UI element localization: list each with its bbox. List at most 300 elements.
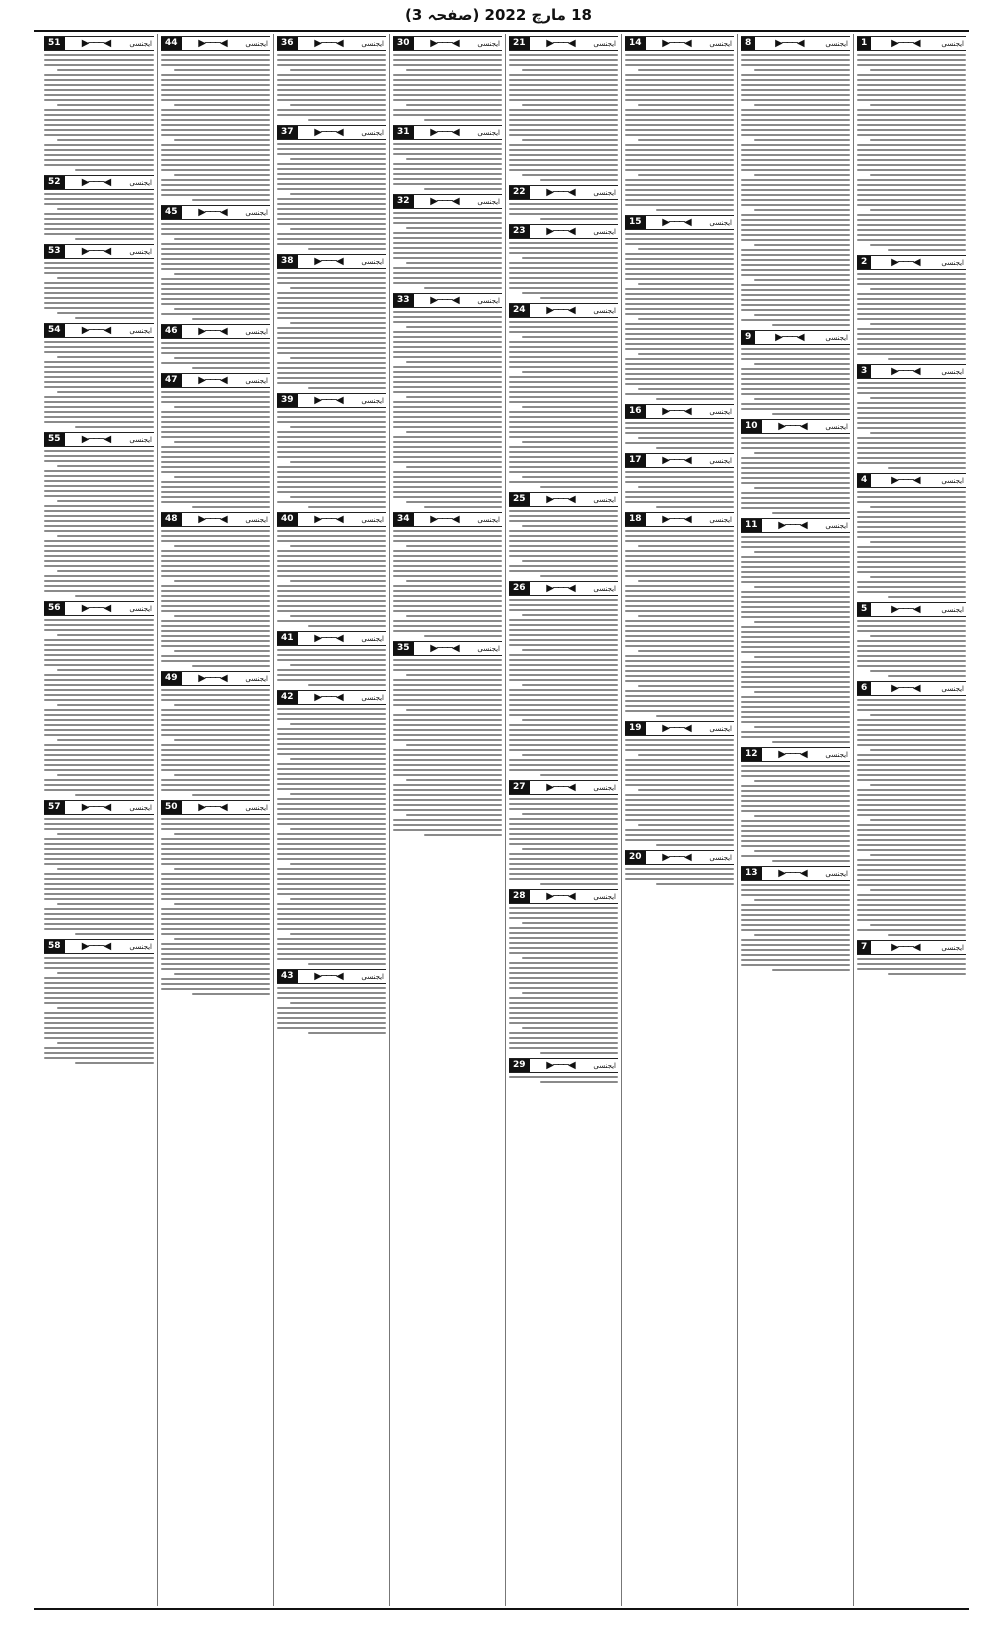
- text-line: [44, 94, 154, 96]
- agency-tag: ایجنسی: [825, 521, 848, 530]
- news-item: [277, 254, 386, 389]
- double-arrow-icon: ◀───▶: [891, 682, 920, 694]
- double-arrow-icon: ◀───▶: [662, 454, 691, 466]
- text-line: [509, 962, 618, 964]
- text-line: [393, 173, 502, 175]
- text-line: [44, 957, 154, 959]
- text-line: [174, 615, 270, 617]
- text-line: [277, 659, 386, 661]
- text-line: [741, 611, 850, 613]
- news-item: [509, 581, 618, 776]
- text-line: [57, 774, 154, 776]
- text-line: [857, 739, 966, 741]
- text-line: [741, 502, 850, 504]
- text-line: [161, 144, 270, 146]
- text-line: [161, 689, 270, 691]
- text-line: [277, 555, 386, 557]
- text-line: [161, 124, 270, 126]
- text-line: [44, 1037, 154, 1039]
- text-line: [741, 835, 850, 837]
- item-body-text: [393, 311, 502, 508]
- news-item: [857, 255, 966, 360]
- text-line: [741, 274, 850, 276]
- text-line: [393, 84, 502, 86]
- item-header-bar: [277, 969, 386, 984]
- text-line: [857, 511, 966, 513]
- text-line: [509, 714, 618, 716]
- text-line: [625, 794, 734, 796]
- text-line: [290, 580, 386, 582]
- news-item: [393, 293, 502, 508]
- text-line: [290, 933, 386, 935]
- double-arrow-icon: ◀───▶: [430, 126, 459, 138]
- text-line: [393, 729, 502, 731]
- text-line: [57, 833, 154, 835]
- text-line: [509, 461, 618, 463]
- text-line: [625, 764, 734, 766]
- text-line: [625, 238, 734, 240]
- text-line: [44, 119, 154, 121]
- agency-tag: ایجنسی: [709, 407, 732, 416]
- text-line: [161, 74, 270, 76]
- text-line: [625, 333, 734, 335]
- text-line: [522, 684, 618, 686]
- text-line: [161, 893, 270, 895]
- text-line: [857, 864, 966, 866]
- text-line: [625, 278, 734, 280]
- text-line: [57, 69, 154, 71]
- text-line: [625, 258, 734, 260]
- text-line: [393, 764, 502, 766]
- text-line: [277, 89, 386, 91]
- text-line: [174, 308, 270, 310]
- news-item: [509, 36, 618, 181]
- text-line: [857, 630, 966, 632]
- text-line: [44, 401, 154, 403]
- text-line: [44, 1052, 154, 1054]
- text-line: [754, 551, 850, 553]
- text-line: [522, 813, 618, 815]
- text-line: [161, 953, 270, 955]
- text-line: [656, 715, 734, 717]
- text-line: [857, 184, 966, 186]
- text-line: [741, 289, 850, 291]
- text-line: [625, 184, 734, 186]
- text-line: [625, 298, 734, 300]
- item-header-bar: [625, 453, 734, 468]
- item-header-bar: [161, 324, 270, 339]
- text-line: [44, 411, 154, 413]
- text-line: [161, 416, 270, 418]
- text-line: [393, 356, 502, 358]
- text-line: [857, 119, 966, 121]
- text-line: [509, 64, 618, 66]
- text-line: [277, 367, 386, 369]
- news-item: [625, 453, 734, 508]
- item-body-text: [277, 272, 386, 389]
- text-line: [509, 456, 618, 458]
- text-line: [741, 169, 850, 171]
- text-line: [161, 154, 270, 156]
- text-line: [57, 139, 154, 141]
- text-line: [857, 764, 966, 766]
- text-line: [192, 665, 270, 667]
- text-line: [741, 284, 850, 286]
- text-line: [857, 407, 966, 409]
- text-line: [277, 560, 386, 562]
- text-line: [44, 818, 154, 820]
- text-line: [741, 790, 850, 792]
- text-line: [192, 199, 270, 201]
- text-line: [277, 808, 386, 810]
- text-line: [857, 859, 966, 861]
- text-line: [625, 253, 734, 255]
- text-line: [625, 343, 734, 345]
- text-line: [44, 114, 154, 116]
- text-line: [509, 515, 618, 517]
- text-line: [161, 540, 270, 542]
- text-line: [857, 348, 966, 350]
- text-line: [625, 705, 734, 707]
- text-line: [772, 860, 850, 862]
- text-line: [857, 546, 966, 548]
- text-line: [57, 391, 154, 393]
- text-line: [277, 813, 386, 815]
- text-line: [277, 997, 386, 999]
- text-line: [277, 213, 386, 215]
- text-line: [741, 581, 850, 583]
- text-line: [44, 406, 154, 408]
- text-line: [625, 744, 734, 746]
- text-line: [44, 485, 154, 487]
- text-line: [857, 561, 966, 563]
- text-line: [509, 699, 618, 701]
- text-line: [625, 233, 734, 235]
- text-line: [509, 798, 618, 800]
- agency-tag: ایجنسی: [361, 39, 384, 48]
- text-line: [44, 159, 154, 161]
- text-line: [857, 645, 966, 647]
- text-line: [625, 373, 734, 375]
- text-line: [393, 610, 502, 612]
- text-line: [522, 406, 618, 408]
- text-line: [625, 540, 734, 542]
- text-line: [161, 501, 270, 503]
- text-line: [625, 199, 734, 201]
- news-item: [161, 324, 270, 369]
- text-line: [277, 501, 386, 503]
- text-line: [638, 486, 734, 488]
- item-header-bar: [277, 254, 386, 269]
- text-line: [625, 530, 734, 532]
- text-line: [44, 1017, 154, 1019]
- text-line: [277, 1027, 386, 1029]
- news-column: [157, 34, 273, 1606]
- text-line: [277, 798, 386, 800]
- text-line: [625, 124, 734, 126]
- text-line: [857, 754, 966, 756]
- agency-tag: ایجنسی: [361, 515, 384, 524]
- text-line: [393, 381, 502, 383]
- text-line: [857, 179, 966, 181]
- text-line: [857, 844, 966, 846]
- item-body-text: [625, 54, 734, 211]
- text-line: [625, 154, 734, 156]
- text-line: [393, 625, 502, 627]
- text-line: [393, 630, 502, 632]
- text-line: [308, 387, 386, 389]
- item-number: 25: [509, 493, 530, 506]
- text-line: [509, 262, 618, 264]
- text-line: [857, 79, 966, 81]
- text-line: [393, 461, 502, 463]
- text-line: [509, 654, 618, 656]
- item-header-bar: [625, 512, 734, 527]
- text-line: [393, 336, 502, 338]
- text-line: [625, 595, 734, 597]
- text-line: [638, 174, 734, 176]
- text-line: [625, 134, 734, 136]
- item-body-text: [509, 242, 618, 299]
- text-line: [857, 74, 966, 76]
- text-line: [857, 214, 966, 216]
- text-line: [44, 565, 154, 567]
- text-line: [393, 620, 502, 622]
- item-body-text: [277, 411, 386, 508]
- news-item: [161, 205, 270, 320]
- item-number: 32: [393, 195, 414, 208]
- text-line: [638, 615, 734, 617]
- text-line: [161, 471, 270, 473]
- text-line: [888, 358, 966, 360]
- text-line: [44, 823, 154, 825]
- text-line: [161, 352, 270, 354]
- news-item: [509, 889, 618, 1054]
- text-line: [44, 848, 154, 850]
- text-line: [741, 651, 850, 653]
- text-line: [192, 318, 270, 320]
- text-line: [161, 109, 270, 111]
- text-line: [393, 550, 502, 552]
- text-line: [509, 426, 618, 428]
- double-arrow-icon: ◀───▶: [198, 37, 227, 49]
- text-line: [741, 497, 850, 499]
- item-header-bar: [161, 205, 270, 220]
- item-header-bar: [393, 641, 502, 656]
- text-line: [161, 342, 270, 344]
- text-line: [174, 868, 270, 870]
- text-line: [509, 823, 618, 825]
- text-line: [509, 149, 618, 151]
- text-line: [174, 104, 270, 106]
- page-header: [0, 0, 997, 30]
- item-header-bar: [277, 690, 386, 705]
- text-line: [44, 351, 154, 353]
- text-line: [509, 124, 618, 126]
- text-line: [625, 774, 734, 776]
- text-line: [57, 704, 154, 706]
- text-line: [509, 164, 618, 166]
- item-header-bar: [44, 244, 154, 259]
- text-line: [857, 586, 966, 588]
- text-line: [741, 199, 850, 201]
- text-line: [161, 570, 270, 572]
- item-body-text: [741, 884, 850, 971]
- text-line: [857, 729, 966, 731]
- text-line: [509, 282, 618, 284]
- item-number: 36: [277, 37, 298, 50]
- text-line: [308, 625, 386, 627]
- text-line: [857, 640, 966, 642]
- text-line: [308, 119, 386, 121]
- agency-tag: ایجنسی: [129, 39, 152, 48]
- item-body-text: [625, 739, 734, 846]
- text-line: [625, 99, 734, 101]
- news-item: [161, 36, 270, 201]
- text-line: [857, 919, 966, 921]
- agency-tag: ایجنسی: [825, 750, 848, 759]
- text-line: [393, 664, 502, 666]
- text-line: [393, 590, 502, 592]
- text-line: [509, 828, 618, 830]
- text-line: [509, 471, 618, 473]
- text-line: [741, 234, 850, 236]
- text-line: [656, 447, 734, 449]
- text-line: [509, 674, 618, 676]
- text-line: [625, 779, 734, 781]
- text-line: [870, 288, 966, 290]
- text-line: [277, 74, 386, 76]
- text-line: [277, 114, 386, 116]
- text-line: [161, 983, 270, 985]
- text-line: [44, 590, 154, 592]
- text-line: [857, 59, 966, 61]
- item-number: 26: [509, 582, 530, 595]
- text-line: [857, 144, 966, 146]
- text-line: [509, 570, 618, 572]
- text-line: [290, 357, 386, 359]
- text-line: [754, 363, 850, 365]
- agency-tag: ایجنسی: [129, 435, 152, 444]
- text-line: [277, 163, 386, 165]
- text-line: [44, 967, 154, 969]
- text-line: [625, 680, 734, 682]
- text-line: [509, 481, 618, 483]
- text-line: [857, 650, 966, 652]
- text-line: [522, 441, 618, 443]
- text-line: [509, 431, 618, 433]
- news-item: [741, 419, 850, 514]
- text-line: [161, 313, 270, 315]
- text-line: [44, 475, 154, 477]
- text-line: [406, 744, 502, 746]
- agency-tag: ایجنسی: [361, 396, 384, 405]
- text-line: [741, 716, 850, 718]
- text-line: [754, 174, 850, 176]
- text-line: [509, 267, 618, 269]
- text-line: [625, 655, 734, 657]
- item-header-bar: [393, 194, 502, 209]
- agency-tag: ایجنسی: [593, 306, 616, 315]
- text-line: [857, 526, 966, 528]
- text-line: [625, 393, 734, 395]
- text-line: [192, 993, 270, 995]
- text-line: [393, 570, 502, 572]
- text-line: [509, 381, 618, 383]
- news-item: [857, 602, 966, 677]
- text-line: [857, 566, 966, 568]
- text-line: [741, 596, 850, 598]
- text-line: [277, 669, 386, 671]
- text-line: [393, 555, 502, 557]
- double-arrow-icon: ◀───▶: [546, 1059, 575, 1071]
- text-line: [406, 104, 502, 106]
- text-line: [857, 839, 966, 841]
- text-line: [857, 283, 966, 285]
- item-number: 52: [44, 176, 65, 189]
- text-line: [656, 209, 734, 211]
- item-header-bar: [741, 518, 850, 533]
- text-line: [161, 223, 270, 225]
- text-line: [393, 94, 502, 96]
- agency-tag: ایجنسی: [593, 584, 616, 593]
- text-line: [308, 248, 386, 250]
- text-line: [161, 625, 270, 627]
- text-line: [625, 348, 734, 350]
- text-line: [290, 69, 386, 71]
- item-header-bar: [161, 512, 270, 527]
- text-line: [741, 845, 850, 847]
- text-line: [290, 1002, 386, 1004]
- text-line: [509, 1047, 618, 1049]
- item-number: 44: [161, 37, 182, 50]
- text-line: [509, 545, 618, 547]
- text-line: [161, 963, 270, 965]
- text-line: [393, 272, 502, 274]
- text-line: [393, 605, 502, 607]
- text-line: [509, 159, 618, 161]
- text-line: [393, 376, 502, 378]
- news-item: [277, 631, 386, 686]
- text-line: [393, 163, 502, 165]
- text-line: [741, 711, 850, 713]
- text-line: [174, 739, 270, 741]
- text-line: [857, 620, 966, 622]
- text-line: [857, 273, 966, 275]
- agency-tag: ایجنسی: [361, 128, 384, 137]
- text-line: [192, 794, 270, 796]
- text-line: [870, 541, 966, 543]
- text-line: [741, 408, 850, 410]
- agency-tag: ایجنسی: [245, 515, 268, 524]
- text-line: [857, 744, 966, 746]
- text-line: [888, 249, 966, 251]
- text-line: [625, 89, 734, 91]
- text-line: [161, 878, 270, 880]
- text-line: [161, 303, 270, 305]
- text-line: [277, 307, 386, 309]
- text-line: [656, 506, 734, 508]
- text-line: [509, 609, 618, 611]
- text-line: [509, 1032, 618, 1034]
- text-line: [741, 299, 850, 301]
- double-arrow-icon: ◀───▶: [198, 325, 227, 337]
- text-line: [393, 371, 502, 373]
- text-line: [277, 347, 386, 349]
- text-line: [277, 1012, 386, 1014]
- text-line: [857, 129, 966, 131]
- news-item: [741, 330, 850, 415]
